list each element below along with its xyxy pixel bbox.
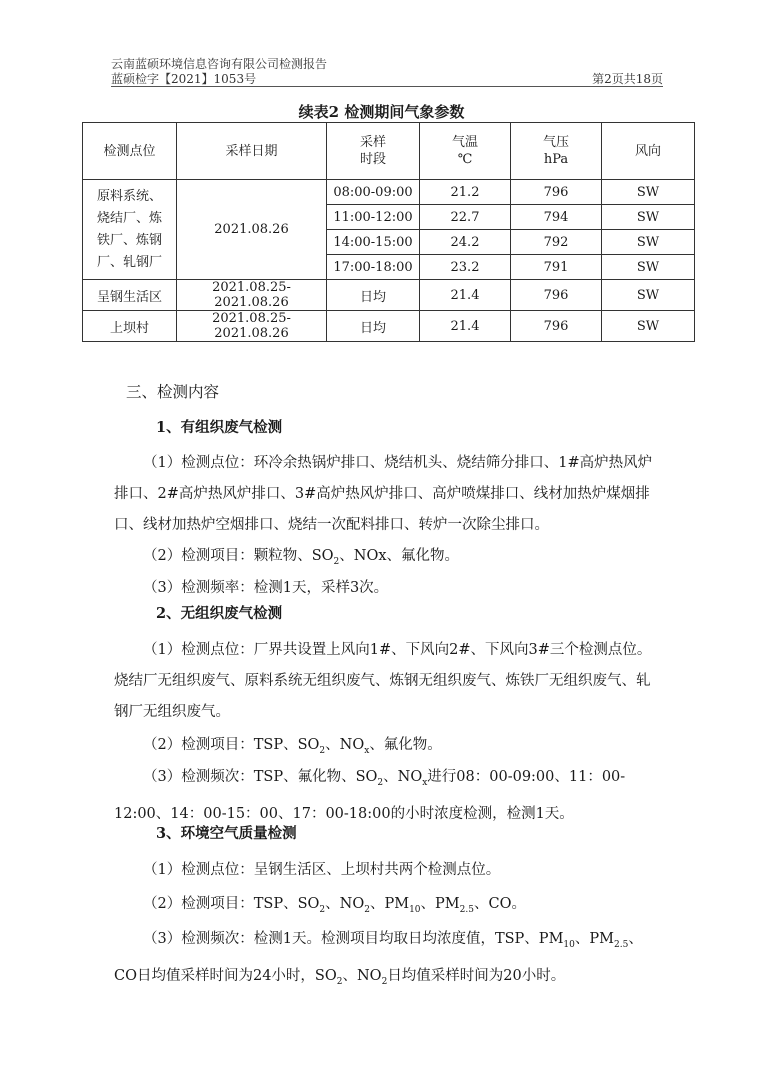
period-cell: 日均 (327, 280, 420, 311)
s1-paragraph-3: （3）检测频率：检测1天，采样3次。 (143, 580, 389, 596)
temp-cell: 21.4 (420, 280, 511, 311)
header-report-number: 蓝硕检字【2021】1053号 (111, 72, 257, 86)
header-pressure (511, 123, 602, 180)
pressure-cell: 796 (511, 311, 602, 342)
s3-p3-sub1: 10 (563, 939, 575, 950)
header-date: 采样日期 (177, 123, 327, 180)
s2-p2-c: 、氟化物。 (369, 737, 442, 753)
s2-paragraph-1: （1）检测点位：厂界共设置上风向1#、下风向2#、下风向3#三个检测点位。烧结厂无组织废气、原料系统无组织废气、炼钢无组织废气、炼铁厂无组织废气、轧钢厂无组织废气。 (114, 642, 652, 720)
s1-p2-b: 、NOx、氟化物。 (339, 548, 460, 564)
s3-p3-b: 、PM (574, 931, 614, 947)
s3-paragraph-2 (114, 889, 662, 926)
s3-paragraph-3 (114, 924, 662, 998)
table-row (83, 180, 695, 205)
s2-p3-sub1: 2 (377, 777, 384, 788)
date-cell: 2021.08.25-2021.08.26 (177, 311, 327, 342)
subsection-1-title: 1、有组织废气检测 (156, 419, 283, 436)
s2-p2-sub2: x (364, 745, 370, 756)
header-temp-line1: 气温 (451, 135, 478, 150)
s3-p2-a: （2）检测项目：TSP、SO (143, 896, 320, 912)
s3-p2-sub1: 2 (319, 904, 326, 915)
header-temp-unit: ℃ (457, 152, 473, 167)
s2-p2-b: 、NO (325, 737, 365, 753)
header-company: 云南蓝硕环境信息咨询有限公司检测报告 (111, 57, 328, 71)
s3-p3-d: 、NO (342, 967, 382, 984)
section-heading: 三、检测内容 (126, 383, 220, 401)
s3-p3-a: （3）检测频次：检测1天。检测项目均取日均浓度值，TSP、PM (143, 931, 564, 947)
pressure-cell: 796 (511, 180, 602, 205)
s2-p3-c: 进行08：00-09:00、11：00-12:00、14：00-15：00、17：00-18:00的小时浓度检测，检测1天。 (114, 769, 626, 822)
wind-cell: SW (602, 280, 695, 311)
s3-p2-d: 、PM (420, 896, 460, 912)
s3-p2-c: 、PM (369, 896, 410, 912)
subsection-2-title: 2、无组织废气检测 (156, 605, 283, 622)
wind-cell: SW (602, 205, 695, 230)
temp-cell: 23.2 (420, 255, 511, 280)
group-point-cell: 原料系统、烧结厂、炼铁厂、炼钢厂、轧钢厂 (83, 180, 177, 280)
s2-p2-sub1: 2 (319, 745, 326, 756)
pressure-cell: 796 (511, 280, 602, 311)
temp-cell: 21.4 (420, 311, 511, 342)
header-period (327, 123, 420, 180)
s1-p2-sub: 2 (333, 556, 340, 567)
header-period-line1: 采样 (359, 135, 386, 150)
s2-p3-a: （3）检测频次：TSP、氟化物、SO (143, 769, 378, 785)
s3-p2-sub2: 2 (364, 904, 370, 915)
period-cell: 17:00-18:00 (327, 255, 420, 280)
subsection-3-title: 3、环境空气质量检测 (156, 825, 297, 842)
date-cell: 2021.08.25-2021.08.26 (177, 280, 327, 311)
s3-p3-e: 日均值采样时间为20小时。 (387, 967, 566, 984)
s3-p3-sub3: 2 (336, 976, 343, 987)
header-period-line2: 时段 (359, 152, 386, 167)
period-cell: 14:00-15:00 (327, 230, 420, 255)
header-pressure-unit: hPa (543, 152, 569, 167)
point-cell: 上坝村 (83, 311, 177, 342)
temp-cell: 24.2 (420, 230, 511, 255)
temp-cell: 21.2 (420, 180, 511, 205)
wind-cell: SW (602, 311, 695, 342)
s1-p2-a: （2）检测项目：颗粒物、SO (143, 548, 334, 564)
group-date-cell: 2021.08.26 (177, 180, 327, 280)
wind-cell: SW (602, 230, 695, 255)
s3-p2-sub4: 2.5 (459, 904, 474, 915)
wind-cell: SW (602, 255, 695, 280)
period-cell: 日均 (327, 311, 420, 342)
point-cell: 呈钢生活区 (83, 280, 177, 311)
s2-p3-b: 、NO (383, 769, 423, 785)
s3-p3-sub2: 2.5 (613, 939, 629, 950)
header-wind: 风向 (602, 123, 695, 180)
header-point: 检测点位 (83, 123, 177, 180)
s2-p3-sub2: x (422, 777, 428, 788)
header-page-number: 第2页共18页 (592, 72, 663, 86)
pressure-cell: 791 (511, 255, 602, 280)
meteorological-table (82, 122, 695, 342)
period-cell: 11:00-12:00 (327, 205, 420, 230)
s3-p2-e: 、CO。 (473, 896, 526, 912)
s3-p2-sub3: 10 (409, 904, 421, 915)
table-row (83, 311, 695, 342)
s3-p3-sub4: 2 (381, 976, 388, 987)
s3-paragraph-1: （1）检测点位：呈钢生活区、上坝村共两个检测点位。 (143, 862, 501, 878)
pressure-cell: 794 (511, 205, 602, 230)
table-header-row (83, 123, 695, 180)
header-divider (111, 86, 663, 87)
temp-cell: 22.7 (420, 205, 511, 230)
header-temp (420, 123, 511, 180)
table-row (83, 280, 695, 311)
pressure-cell: 792 (511, 230, 602, 255)
header-pressure-line1: 气压 (542, 135, 569, 150)
wind-cell: SW (602, 180, 695, 205)
table-title: 续表2 检测期间气象参数 (298, 103, 465, 121)
s3-p2-b: 、NO (325, 896, 365, 912)
period-cell: 08:00-09:00 (327, 180, 420, 205)
s3-p3-c: 、CO日均值采样时间为24小时，SO (114, 931, 643, 984)
s2-p2-a: （2）检测项目：TSP、SO (143, 737, 320, 753)
s1-paragraph-1: （1）检测点位：环冷余热锅炉排口、烧结机头、烧结筛分排口、1#高炉热风炉排口、2#高炉热风炉排口、3#高炉热风炉排口、高炉喷煤排口、线材加热炉煤烟排口、线材加热炉空烟排口、烧结一次配料排口、转炉一次除尘排口。 (114, 455, 653, 533)
